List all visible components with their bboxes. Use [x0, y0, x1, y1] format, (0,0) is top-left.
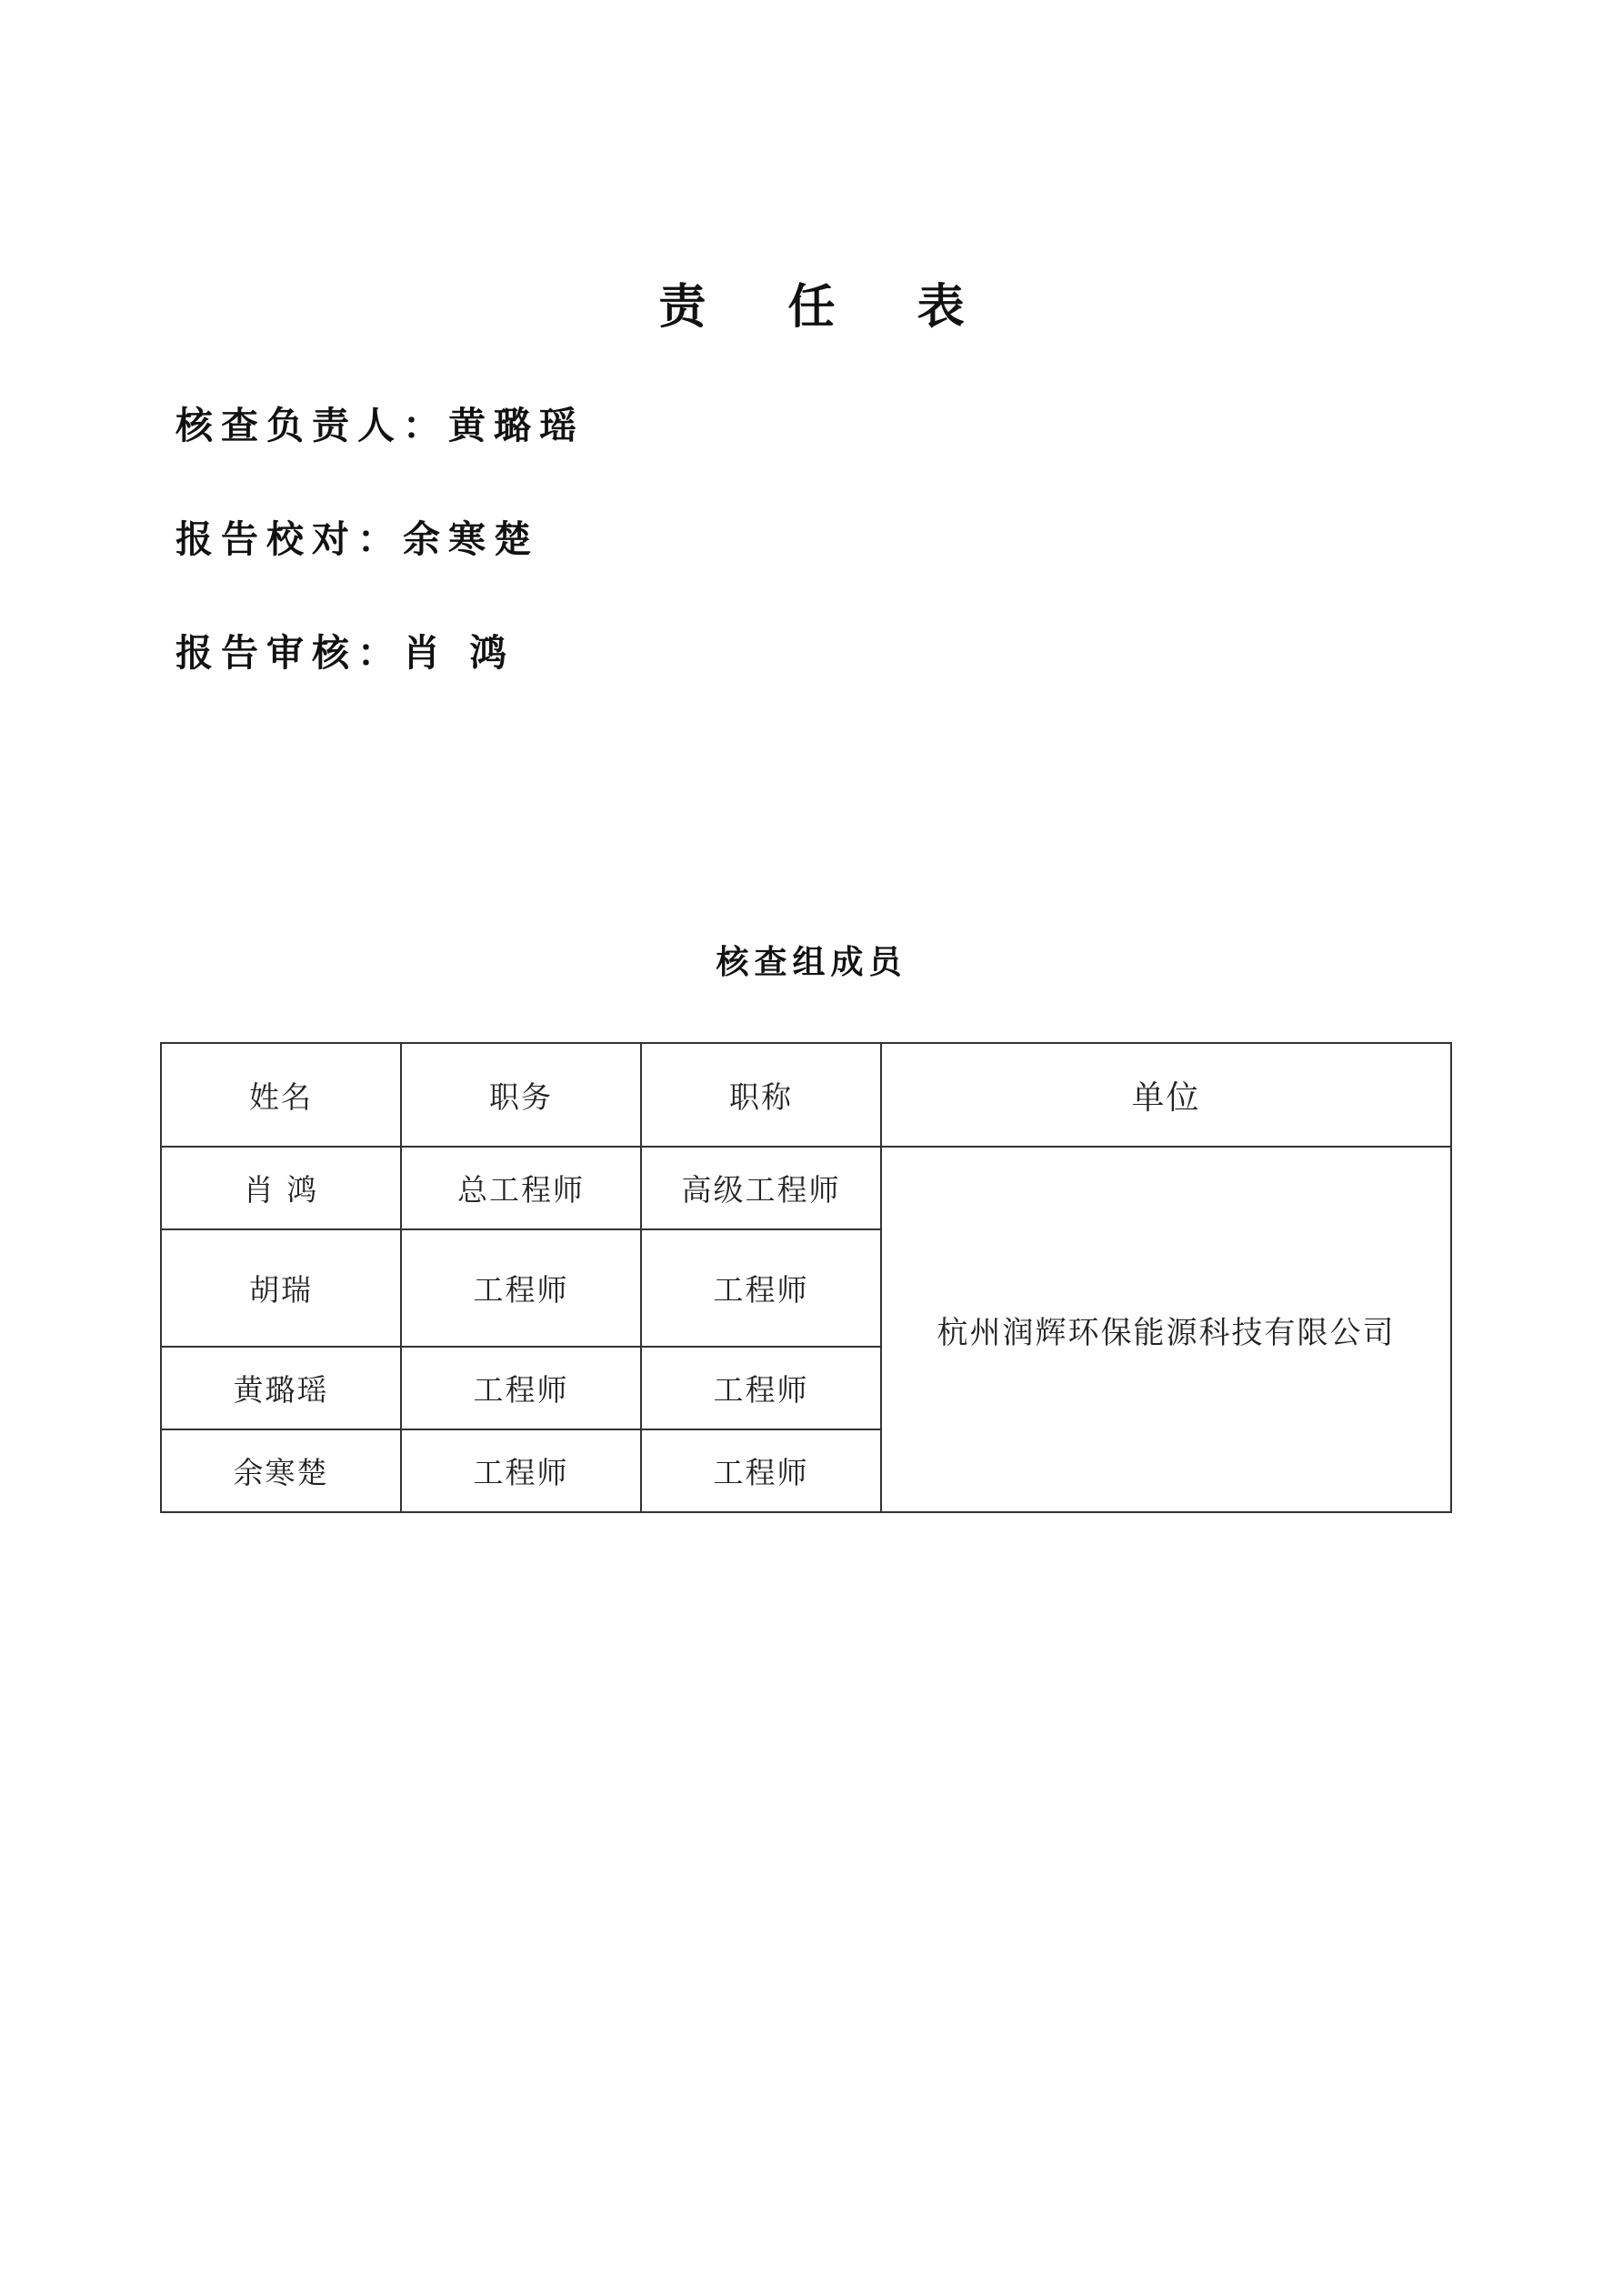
header-title: 职称	[641, 1043, 881, 1147]
member-position: 工程师	[401, 1347, 641, 1429]
member-unit: 杭州润辉环保能源科技有限公司	[881, 1147, 1451, 1512]
lead-reviewer-field	[175, 396, 585, 449]
auditor-label: 报告审核：	[175, 631, 403, 675]
table-row	[161, 1147, 1451, 1229]
team-table	[160, 1042, 1452, 1513]
member-name: 肖 鸿	[161, 1147, 401, 1229]
member-position: 总工程师	[401, 1147, 641, 1229]
auditor-field	[175, 623, 515, 677]
member-position: 工程师	[401, 1229, 641, 1347]
header-name: 姓名	[161, 1043, 401, 1147]
proofreader-value: 余寒楚	[403, 517, 539, 561]
lead-reviewer-value: 黄璐瑶	[448, 404, 585, 447]
member-title: 工程师	[641, 1347, 881, 1429]
lead-reviewer-label: 核查负责人：	[175, 404, 448, 447]
team-title: 核查组成员	[716, 943, 907, 981]
auditor-value: 肖 鸿	[403, 631, 516, 675]
member-name: 余寒楚	[161, 1429, 401, 1512]
member-position: 工程师	[401, 1429, 641, 1512]
proofreader-field	[175, 509, 539, 563]
team-table-header	[161, 1043, 1451, 1147]
member-title: 工程师	[641, 1229, 881, 1347]
member-title: 工程师	[641, 1429, 881, 1512]
member-name: 胡瑞	[161, 1229, 401, 1347]
member-name: 黄璐瑶	[161, 1347, 401, 1429]
member-title: 高级工程师	[641, 1147, 881, 1229]
page-title: 责 任 表	[658, 279, 997, 335]
header-unit: 单位	[881, 1043, 1451, 1147]
header-position: 职务	[401, 1043, 641, 1147]
proofreader-label: 报告校对：	[175, 517, 403, 561]
